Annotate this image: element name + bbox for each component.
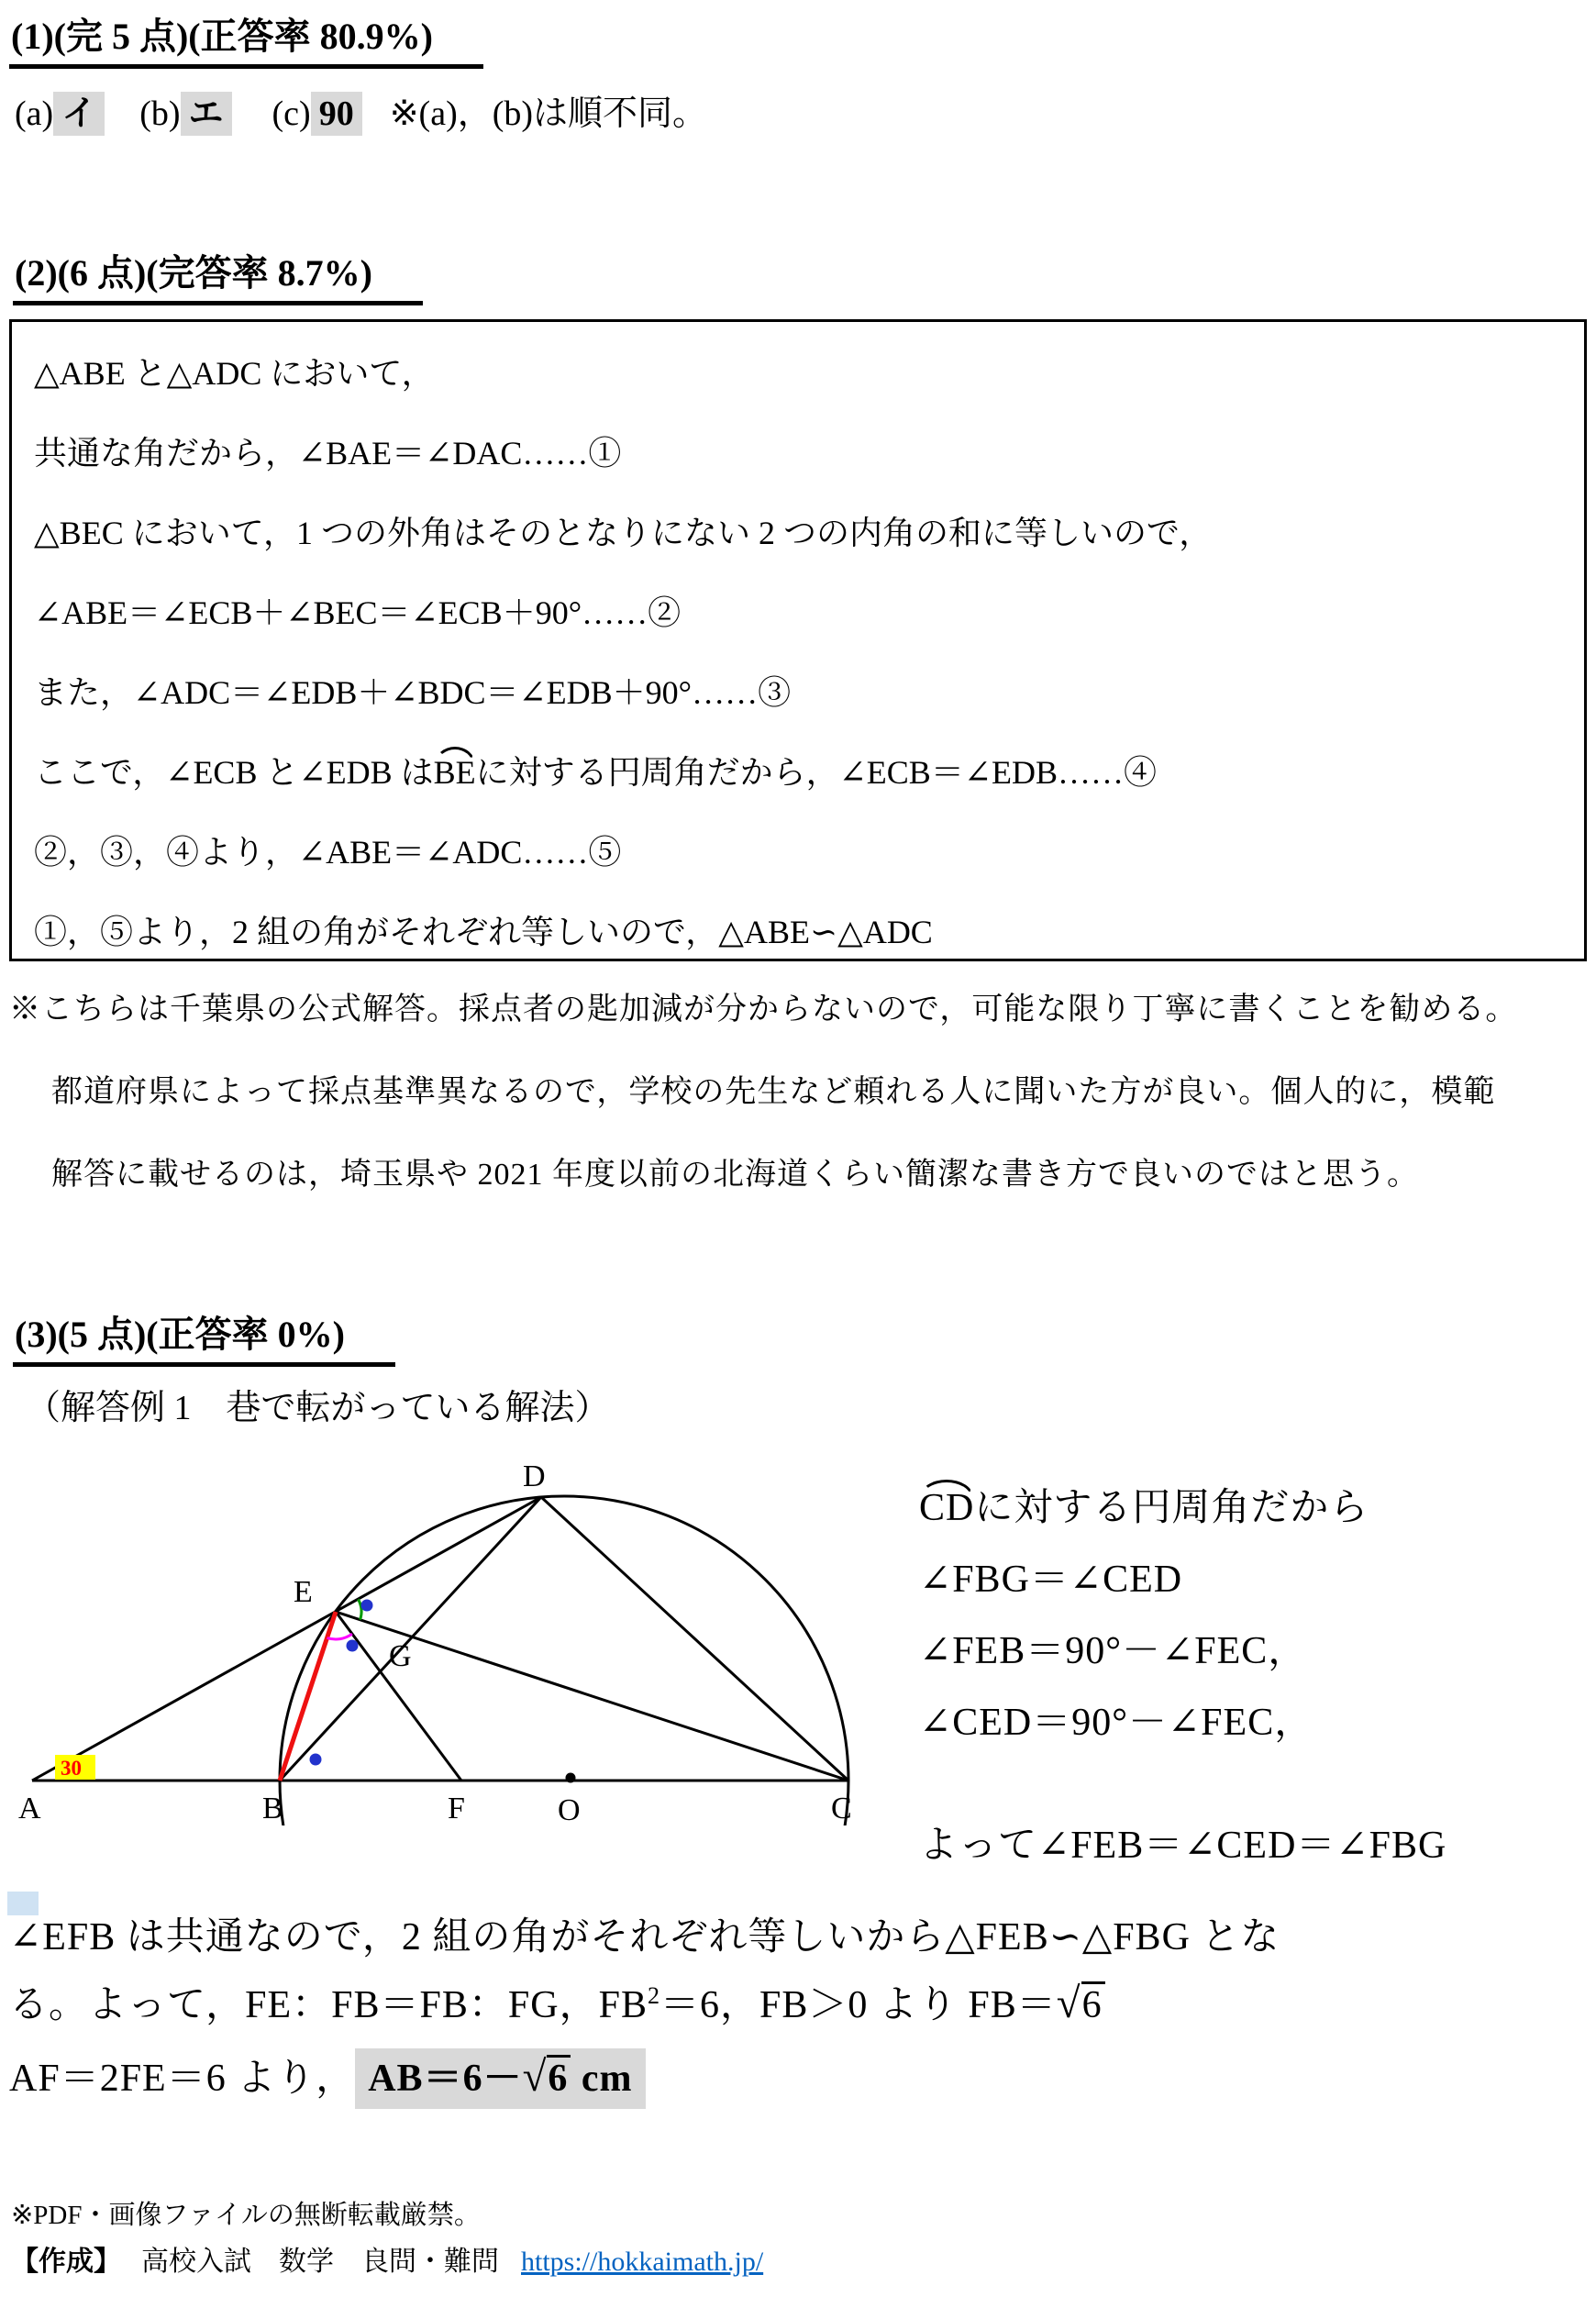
final-answer-sqrt [522, 2053, 571, 2101]
blue-dot-1 [361, 1600, 373, 1612]
rightcol-line-1 [919, 1477, 1369, 1532]
note-line-3: 解答に載せるのは，埼玉県や 2021 年度以前の北海道くらい簡潔な書き方で良いのではと思う。 [51, 1158, 1419, 1192]
answer-note: ※(a)，(b)は順不同。 [389, 94, 708, 133]
proof-line-3: △BEC において，1 つの外角はそのとなりにない 2 つの内角の和に等しいので， [34, 515, 1213, 551]
solution-line-3a: AF＝2FE＝6 より， [9, 2058, 356, 2100]
label-F: F [448, 1792, 465, 1825]
blue-dot-2 [347, 1640, 359, 1652]
radicand-answer: 6 [547, 2055, 571, 2100]
label-C: C [831, 1792, 852, 1825]
answer-c-value: 90 [311, 92, 362, 136]
final-answer-unit [571, 2058, 582, 2100]
solution-line-2b: ＝6，FB＞0 より FB＝ [660, 1984, 1057, 2026]
note-line-1: ※こちらは千葉県の公式解答。採点者の匙加減が分からないので，可能な限り丁寧に書くことを勧める。 [9, 993, 1518, 1026]
proof-line-1: △ABE と△ADC において， [34, 355, 435, 392]
section1-heading-text: (1)(完 5 点)(正答率 80.9%) [9, 7, 483, 69]
label-D: D [523, 1459, 546, 1493]
segment-EF [336, 1612, 461, 1781]
final-answer [355, 2048, 645, 2109]
final-answer-pre: AB＝6－ [368, 2058, 523, 2100]
label-A: A [18, 1792, 41, 1825]
label-E: E [294, 1575, 313, 1609]
radicand: 6 [1081, 1981, 1105, 2026]
section2-heading-text: (2)(6 点)(完答率 8.7%) [13, 244, 423, 305]
rightcol-line-3: ∠FEB＝90°－∠FEC， [919, 1630, 1308, 1672]
proof-line-2: 共通な角だから，∠BAE＝∠DAC……① [34, 435, 622, 472]
rightcol-line-4: ∠CED＝90°－∠FEC， [919, 1702, 1314, 1744]
answer-b-value: エ [181, 92, 232, 136]
segment-DC [541, 1497, 848, 1781]
rightcol-line-1-text: に対する円周角だから [974, 1487, 1369, 1529]
figure-area [0, 1457, 1596, 1897]
angle-mark-DEC-green [359, 1599, 362, 1619]
proof-line-4: ∠ABE＝∠ECB＋∠BEC＝∠ECB＋90°……② [34, 594, 682, 631]
sqrt-6 [1056, 1980, 1105, 2027]
section3-heading-text: (3)(5 点)(正答率 0%) [13, 1305, 395, 1367]
final-answer-unit-text: cm [581, 2058, 633, 2100]
section3-subheading: （解答例 1 巷で転がっている解法） [26, 1389, 610, 1427]
note-line-2: 都道府県によって採点基準異なるので，学校の先生など頼れる人に聞いた方が良い。個人的に，模範 [51, 1075, 1496, 1109]
label-B: B [262, 1792, 283, 1825]
section2-heading [13, 244, 423, 305]
angle-30-label: 30 [61, 1757, 82, 1780]
section1-heading [9, 7, 483, 69]
solution-line-2 [9, 1974, 1105, 2029]
section1-answer-row [15, 84, 707, 135]
radical-sign: √ [1056, 1980, 1081, 2027]
answer-b-label: (b) [139, 94, 181, 133]
angle-mark-BEF-magenta [327, 1634, 352, 1639]
proof-line-5: また，∠ADC＝∠EDB＋∠BDC＝∠EDB＋90°……③ [34, 674, 792, 711]
label-O: O [558, 1793, 581, 1827]
proof-line-6-pre: ここで，∠ECB と∠EDB は [34, 754, 434, 791]
answer-a-value: イ [53, 92, 105, 136]
proof-line-7: ②，③，④より，∠ABE＝∠ADC……⑤ [34, 834, 622, 871]
label-G: G [389, 1639, 412, 1673]
answer-a-label: (a) [15, 94, 54, 133]
rightcol-line-5: よって∠FEB＝∠CED＝∠FBG [919, 1825, 1447, 1867]
solution-line-2a: る。よって，FE：FB＝FB：FG，FB [9, 1984, 648, 2026]
solution-line-3 [9, 2047, 646, 2103]
solution-line-1: ∠EFB は共通なので，2 組の角がそれぞれ等しいから△FEB∽△FBG とな [9, 1916, 1280, 1958]
fb-squared-exponent: 2 [647, 1982, 660, 2009]
proof-line-6-post: に対する円周角だから，∠ECB＝∠EDB……④ [475, 754, 1157, 791]
segment-EC [336, 1612, 848, 1781]
proof-line-6 [34, 745, 1562, 825]
geometry-diagram [0, 1457, 899, 1860]
footer-credit [11, 2238, 763, 2279]
blue-dot-3 [310, 1754, 322, 1766]
segment-AD [32, 1497, 541, 1781]
proof-box [9, 319, 1587, 961]
credit-label: 【作成】 [11, 2247, 121, 2277]
radical-sign-answer: √ [522, 2053, 548, 2101]
answer-c-label: (c) [272, 94, 311, 133]
credit-text: 高校入試 数学 良問・難問 [141, 2247, 499, 2277]
point-O-dot [566, 1773, 576, 1783]
section3-heading [13, 1305, 395, 1367]
proof-line-8: ①，⑤より，2 組の角がそれぞれ等しいので，△ABE∽△ADC [34, 914, 933, 950]
footer-notice: ※PDF・画像ファイルの無断転載厳禁。 [11, 2201, 481, 2230]
arc-BE-notation: BE [433, 754, 476, 791]
arc-CD-notation: CD [919, 1487, 975, 1529]
rightcol-line-2: ∠FBG＝∠CED [919, 1559, 1183, 1601]
site-link[interactable]: https://hokkaimath.jp/ [521, 2247, 764, 2277]
